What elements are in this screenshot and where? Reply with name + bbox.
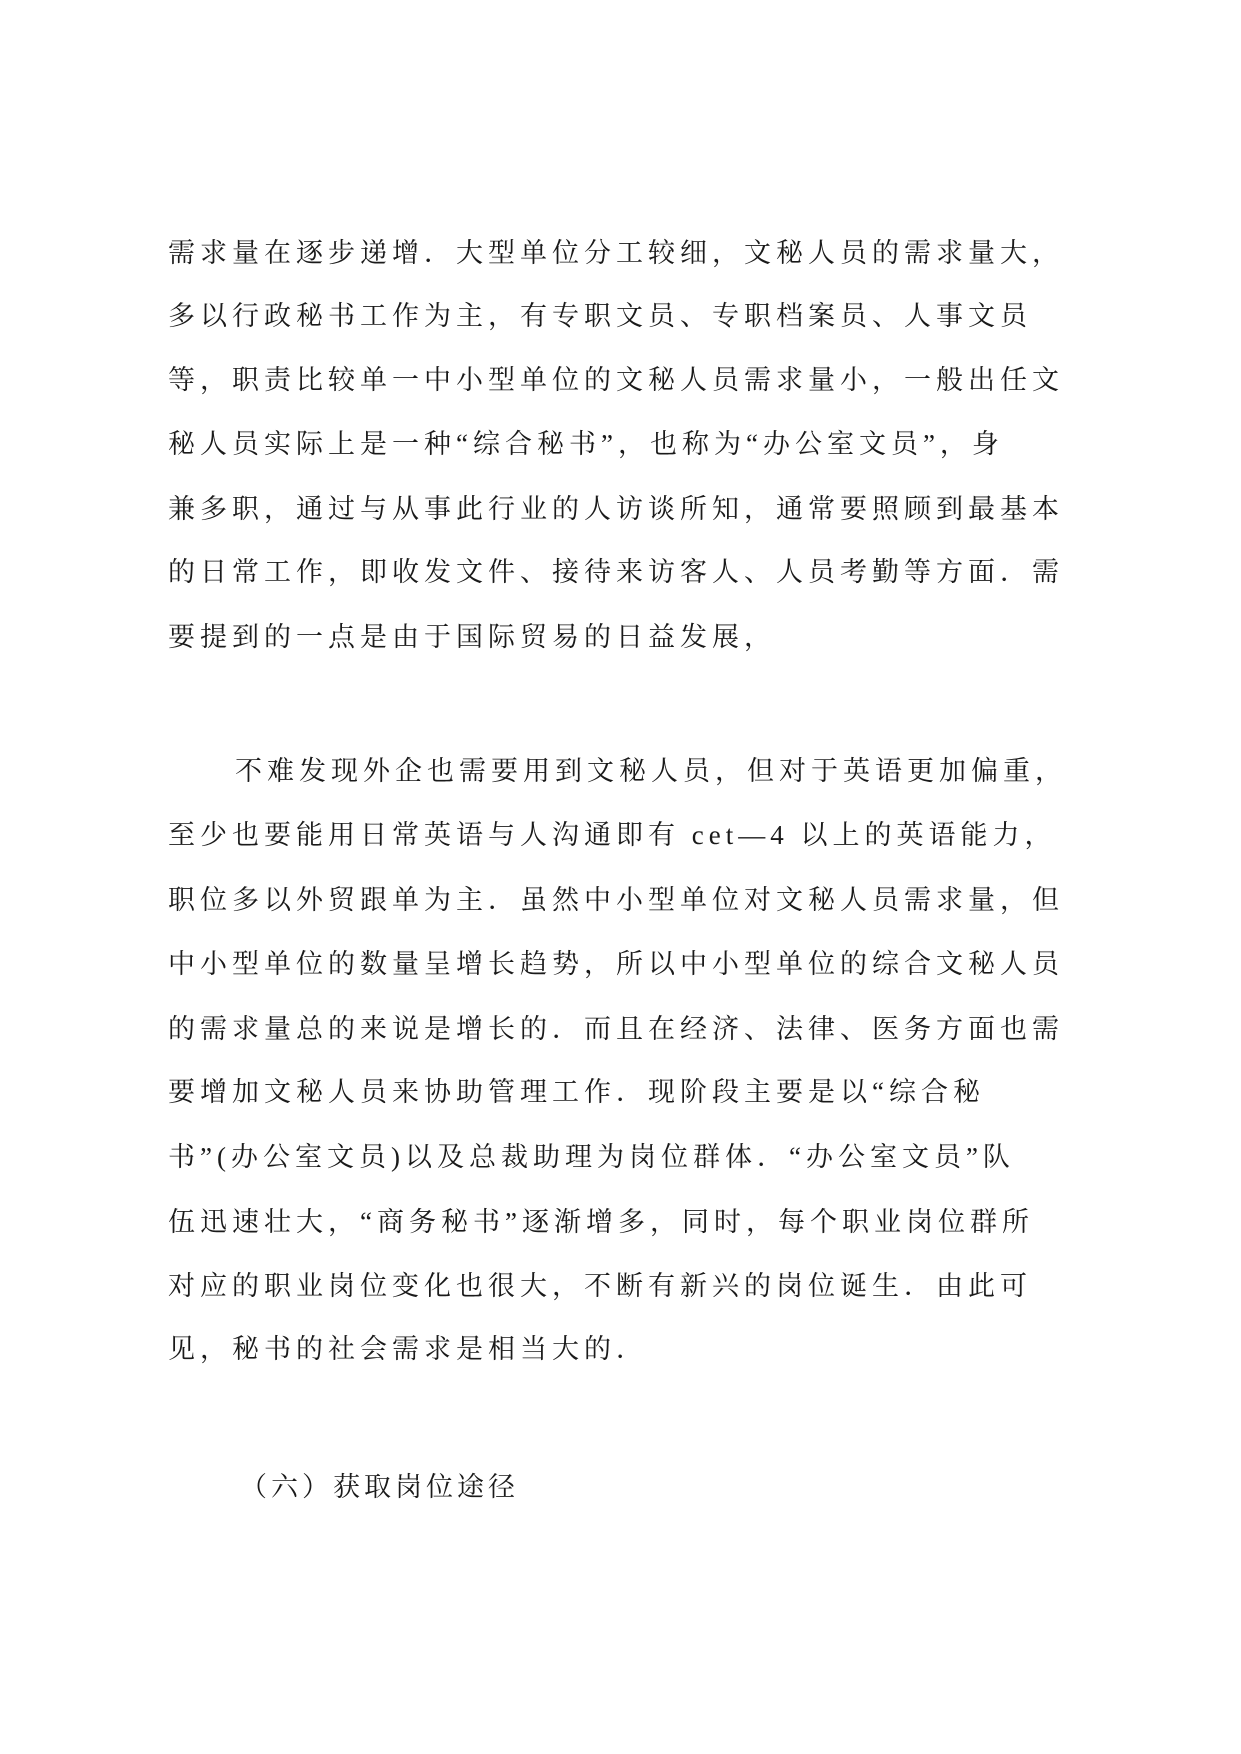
paragraph-first-line: 不难发现外企也需要用到文秘人员，但对于英语更加偏重， bbox=[235, 756, 1067, 786]
section-heading: （六）获取岗位途径 bbox=[240, 1472, 519, 1502]
paragraph-line: 书”(办公室文员)以及总裁助理为岗位群体．“办公室文员”队 bbox=[168, 1142, 1015, 1172]
paragraph-line: 兼多职，通过与从事此行业的人访谈所知，通常要照顾到最基本 bbox=[168, 494, 1064, 524]
paragraph-line: 伍迅速壮大，“商务秘书”逐渐增多，同时，每个职业岗位群所 bbox=[168, 1207, 1034, 1237]
paragraph-line: 要增加文秘人员来协助管理工作．现阶段主要是以“综合秘 bbox=[168, 1077, 985, 1107]
paragraph-line: 见，秘书的社会需求是相当大的． bbox=[168, 1334, 648, 1364]
paragraph-line: 对应的职业岗位变化也很大，不断有新兴的岗位诞生．由此可 bbox=[168, 1271, 1032, 1301]
paragraph-line: 中小型单位的数量呈增长趋势，所以中小型单位的综合文秘人员 bbox=[168, 949, 1064, 979]
paragraph-line: 职位多以外贸跟单为主．虽然中小型单位对文秘人员需求量，但 bbox=[168, 885, 1064, 915]
paragraph-line: 多以行政秘书工作为主，有专职文员、专职档案员、人事文员 bbox=[168, 301, 1032, 331]
paragraph-line: 需求量在逐步递增．大型单位分工较细，文秘人员的需求量大， bbox=[168, 238, 1064, 268]
paragraph-line: 至少也要能用日常英语与人沟通即有 cet—4 以上的英语能力， bbox=[168, 820, 1057, 850]
paragraph-line: 等，职责比较单一中小型单位的文秘人员需求量小，一般出任文 bbox=[168, 365, 1064, 395]
paragraph-line: 要提到的一点是由于国际贸易的日益发展， bbox=[168, 622, 776, 652]
paragraph-line: 的需求量总的来说是增长的．而且在经济、法律、医务方面也需 bbox=[168, 1014, 1064, 1044]
paragraph-line: 秘人员实际上是一种“综合秘书”，也称为“办公室文员”，身 bbox=[168, 429, 1004, 459]
paragraph-line: 的日常工作，即收发文件、接待来访客人、人员考勤等方面．需 bbox=[168, 557, 1064, 587]
